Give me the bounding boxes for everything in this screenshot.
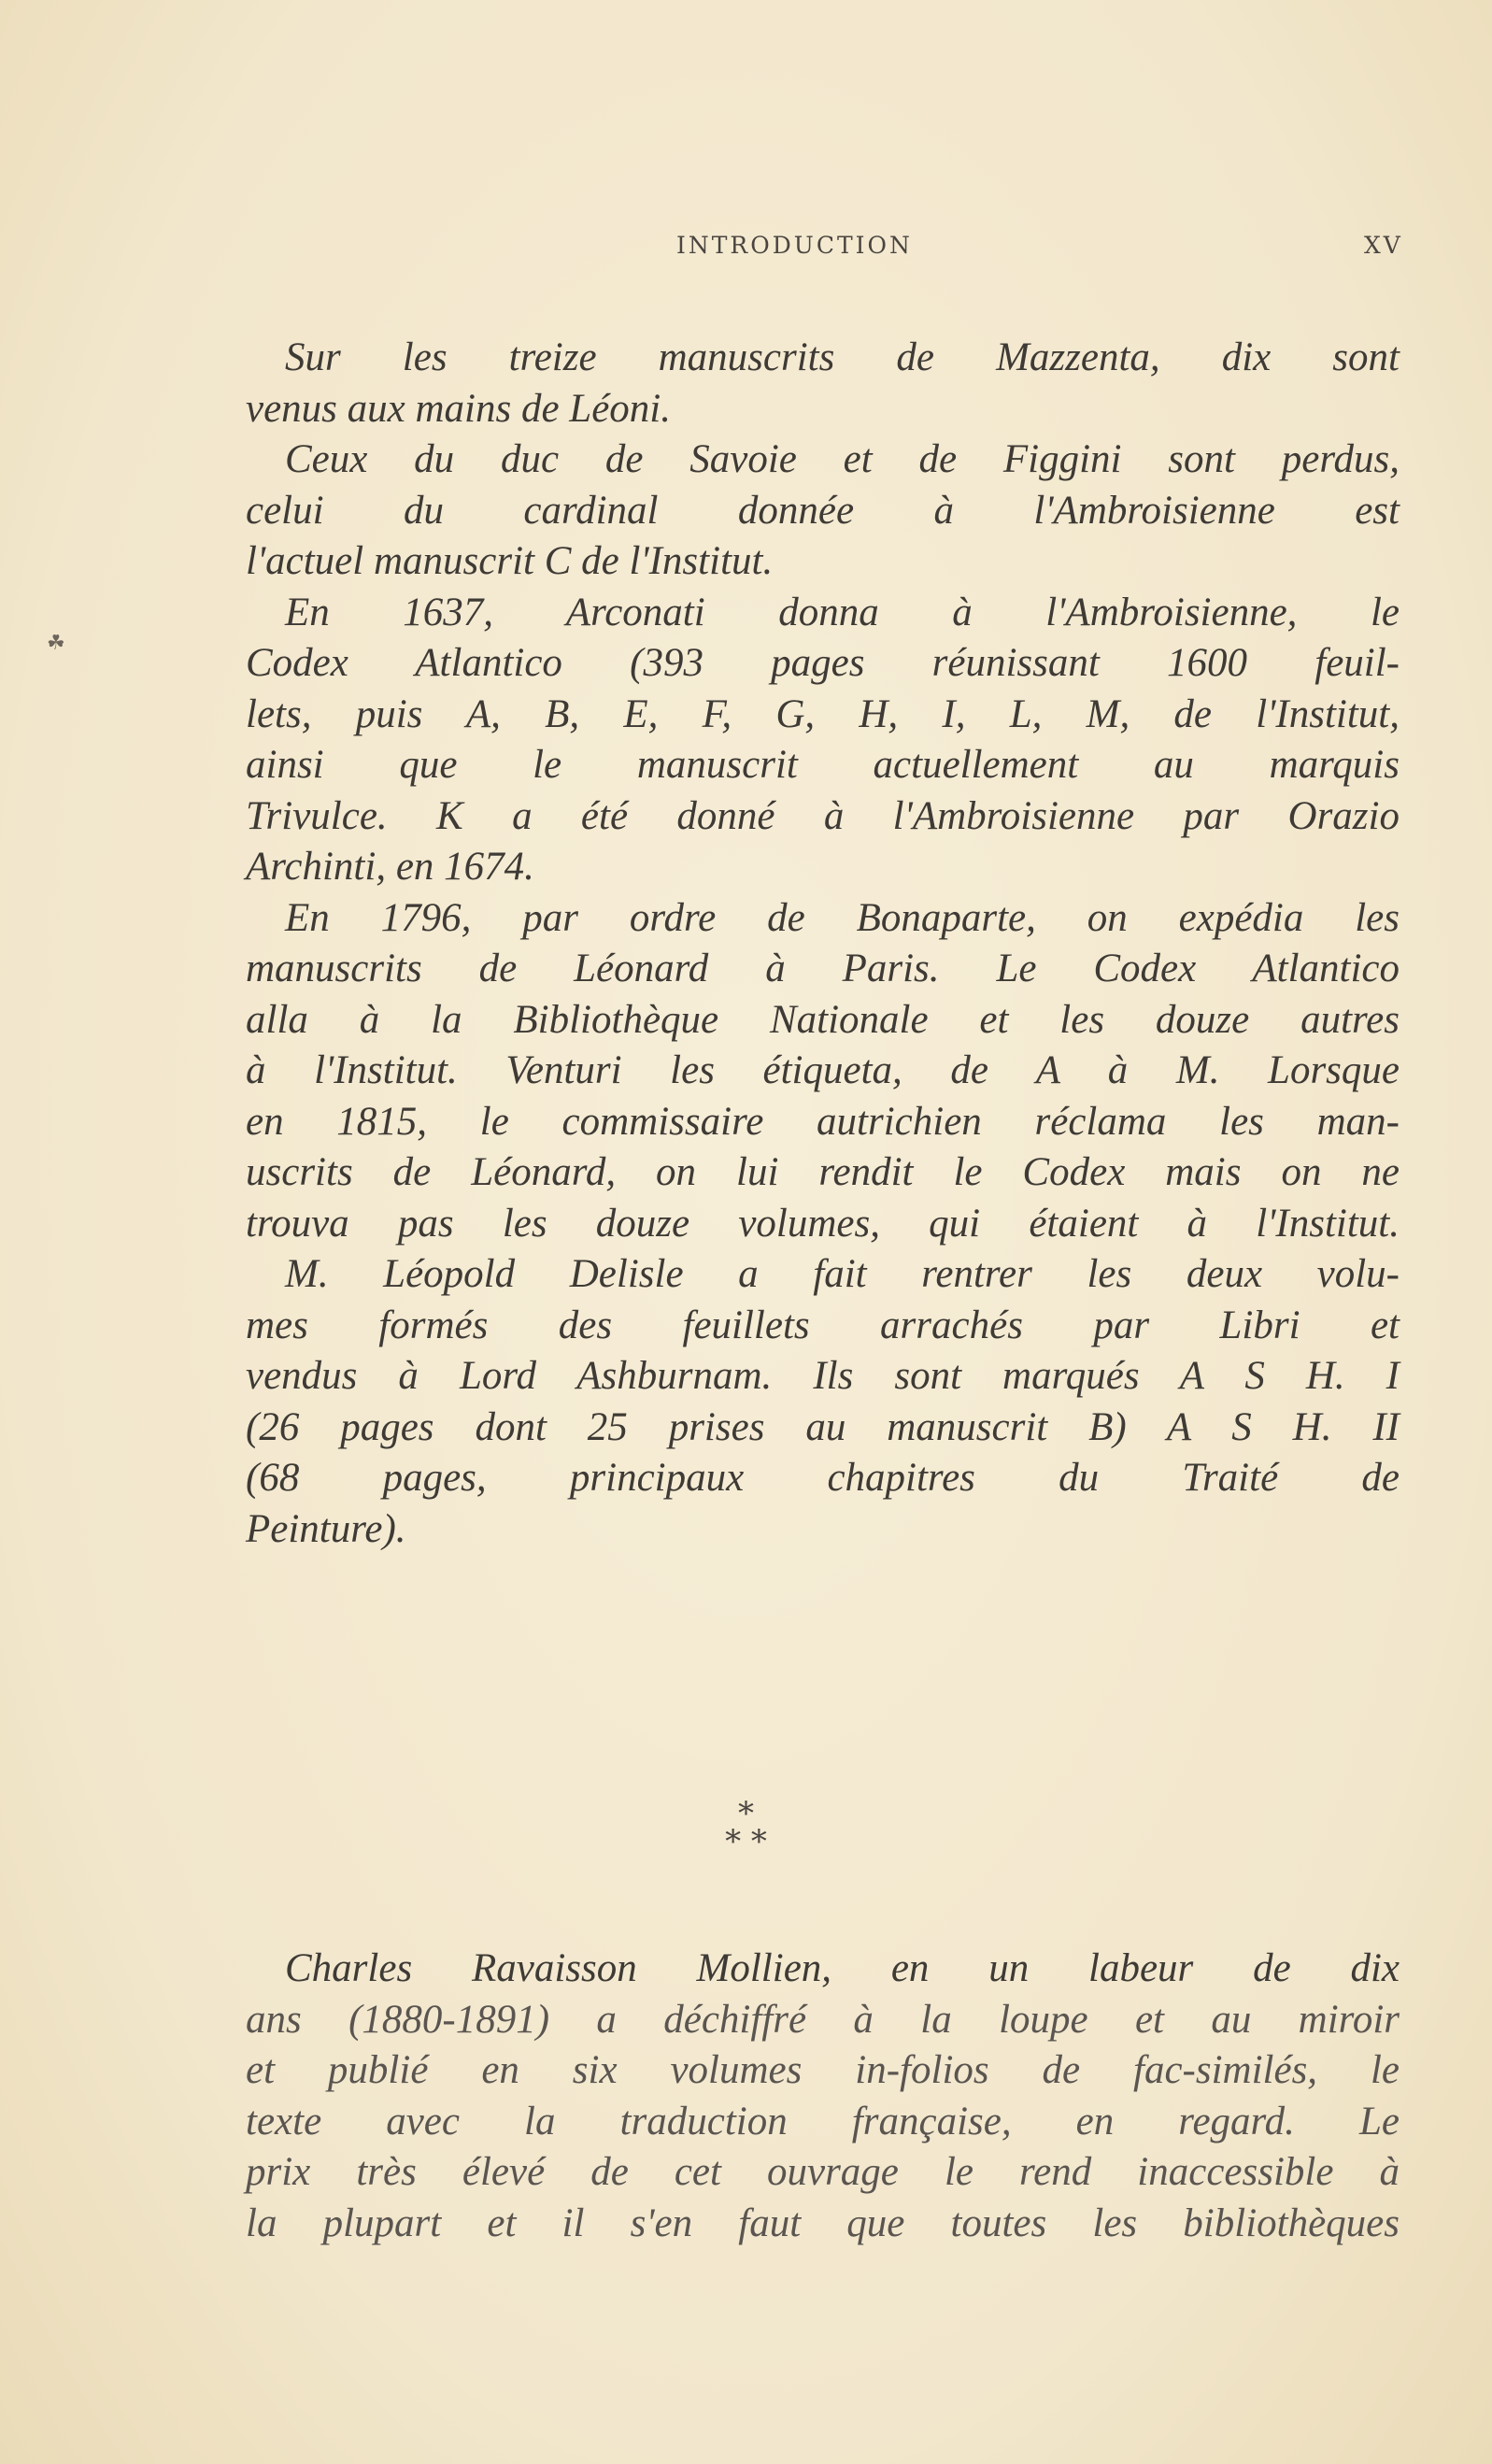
text-line: lets, puis A, B, E, F, G, H, I, L, M, de l'Institut, — [246, 691, 1400, 736]
running-title: INTRODUCTION — [676, 232, 913, 259]
text-line: Ceux du duc de Savoie et de Figgini sont perdus, — [285, 437, 1400, 481]
text-line: alla à la Bibliothèque Nationale et les douze autres — [246, 997, 1400, 1042]
text-line: celui du cardinal donnée à l'Ambroisienne est — [246, 488, 1400, 533]
text-line: En 1637, Arconati donna à l'Ambroisienne, le — [285, 590, 1400, 634]
text-line: Trivulce. K a été donné à l'Ambroisienne par Orazio — [246, 793, 1400, 838]
text-line: En 1796, par ordre de Bonaparte, on expédia les — [285, 895, 1400, 940]
text-line: et publié en six volumes in-folios de fac-similés, le — [246, 2048, 1400, 2092]
text-line: M. Léopold Delisle a fait rentrer les deux volu- — [285, 1252, 1400, 1296]
text-line: Archinti, en 1674. — [246, 845, 534, 889]
text-line: la plupart et il s'en faut que toutes les bibliothèques — [246, 2201, 1400, 2245]
text-line: texte avec la traduction française, en regard. Le — [246, 2099, 1400, 2144]
page-number: XV — [1364, 232, 1403, 259]
text-line: ainsi que le manuscrit actuellement au marquis — [246, 743, 1400, 787]
text-line: uscrits de Léonard, on lui rendit le Codex mais on ne — [246, 1150, 1400, 1194]
text-line: Sur les treize manuscrits de Mazzenta, dix sont — [285, 335, 1400, 379]
margin-ink-mark: ☘ — [47, 632, 65, 655]
text-line: Codex Atlantico (393 pages réunissant 1600 feuil- — [246, 641, 1400, 685]
text-line: (26 pages dont 25 prises au manuscrit B) A S H. II — [246, 1404, 1400, 1449]
text-line: ans (1880-1891) a déchiffré à la loupe et au miroir — [246, 1997, 1400, 2042]
asterism-top: * — [738, 1795, 754, 1832]
text-line: prix très élevé de cet ouvrage le rend inaccessible à — [246, 2150, 1400, 2194]
text-line: trouva pas les douze volumes, qui étaient à l'Institut. — [246, 1201, 1400, 1246]
asterism-bottom: * * — [725, 1823, 767, 1860]
asterism-separator — [0, 1795, 1492, 1860]
text-line: vendus à Lord Ashburnam. Ils sont marqués A S H. I — [246, 1354, 1400, 1398]
text-line: à l'Institut. Venturi les étiqueta, de A à M. Lorsque — [246, 1048, 1400, 1092]
text-line: en 1815, le commissaire autrichien réclama les man- — [246, 1099, 1400, 1144]
text-line: Charles Ravaisson Mollien, en un labeur de dix — [285, 1946, 1400, 1990]
text-line: venus aux mains de Léoni. — [246, 386, 672, 431]
text-line: (68 pages, principaux chapitres du Traité de — [246, 1456, 1400, 1500]
text-line: Peinture). — [246, 1506, 406, 1551]
text-line: manuscrits de Léonard à Paris. Le Codex Atlantico — [246, 947, 1400, 990]
body-text — [246, 333, 1400, 1555]
running-header — [0, 232, 1492, 269]
closing-paragraph — [246, 1944, 1400, 2249]
text-line: l'actuel manuscrit C de l'Institut. — [246, 539, 774, 583]
text-line: mes formés des feuillets arrachés par Libri et — [246, 1303, 1400, 1347]
